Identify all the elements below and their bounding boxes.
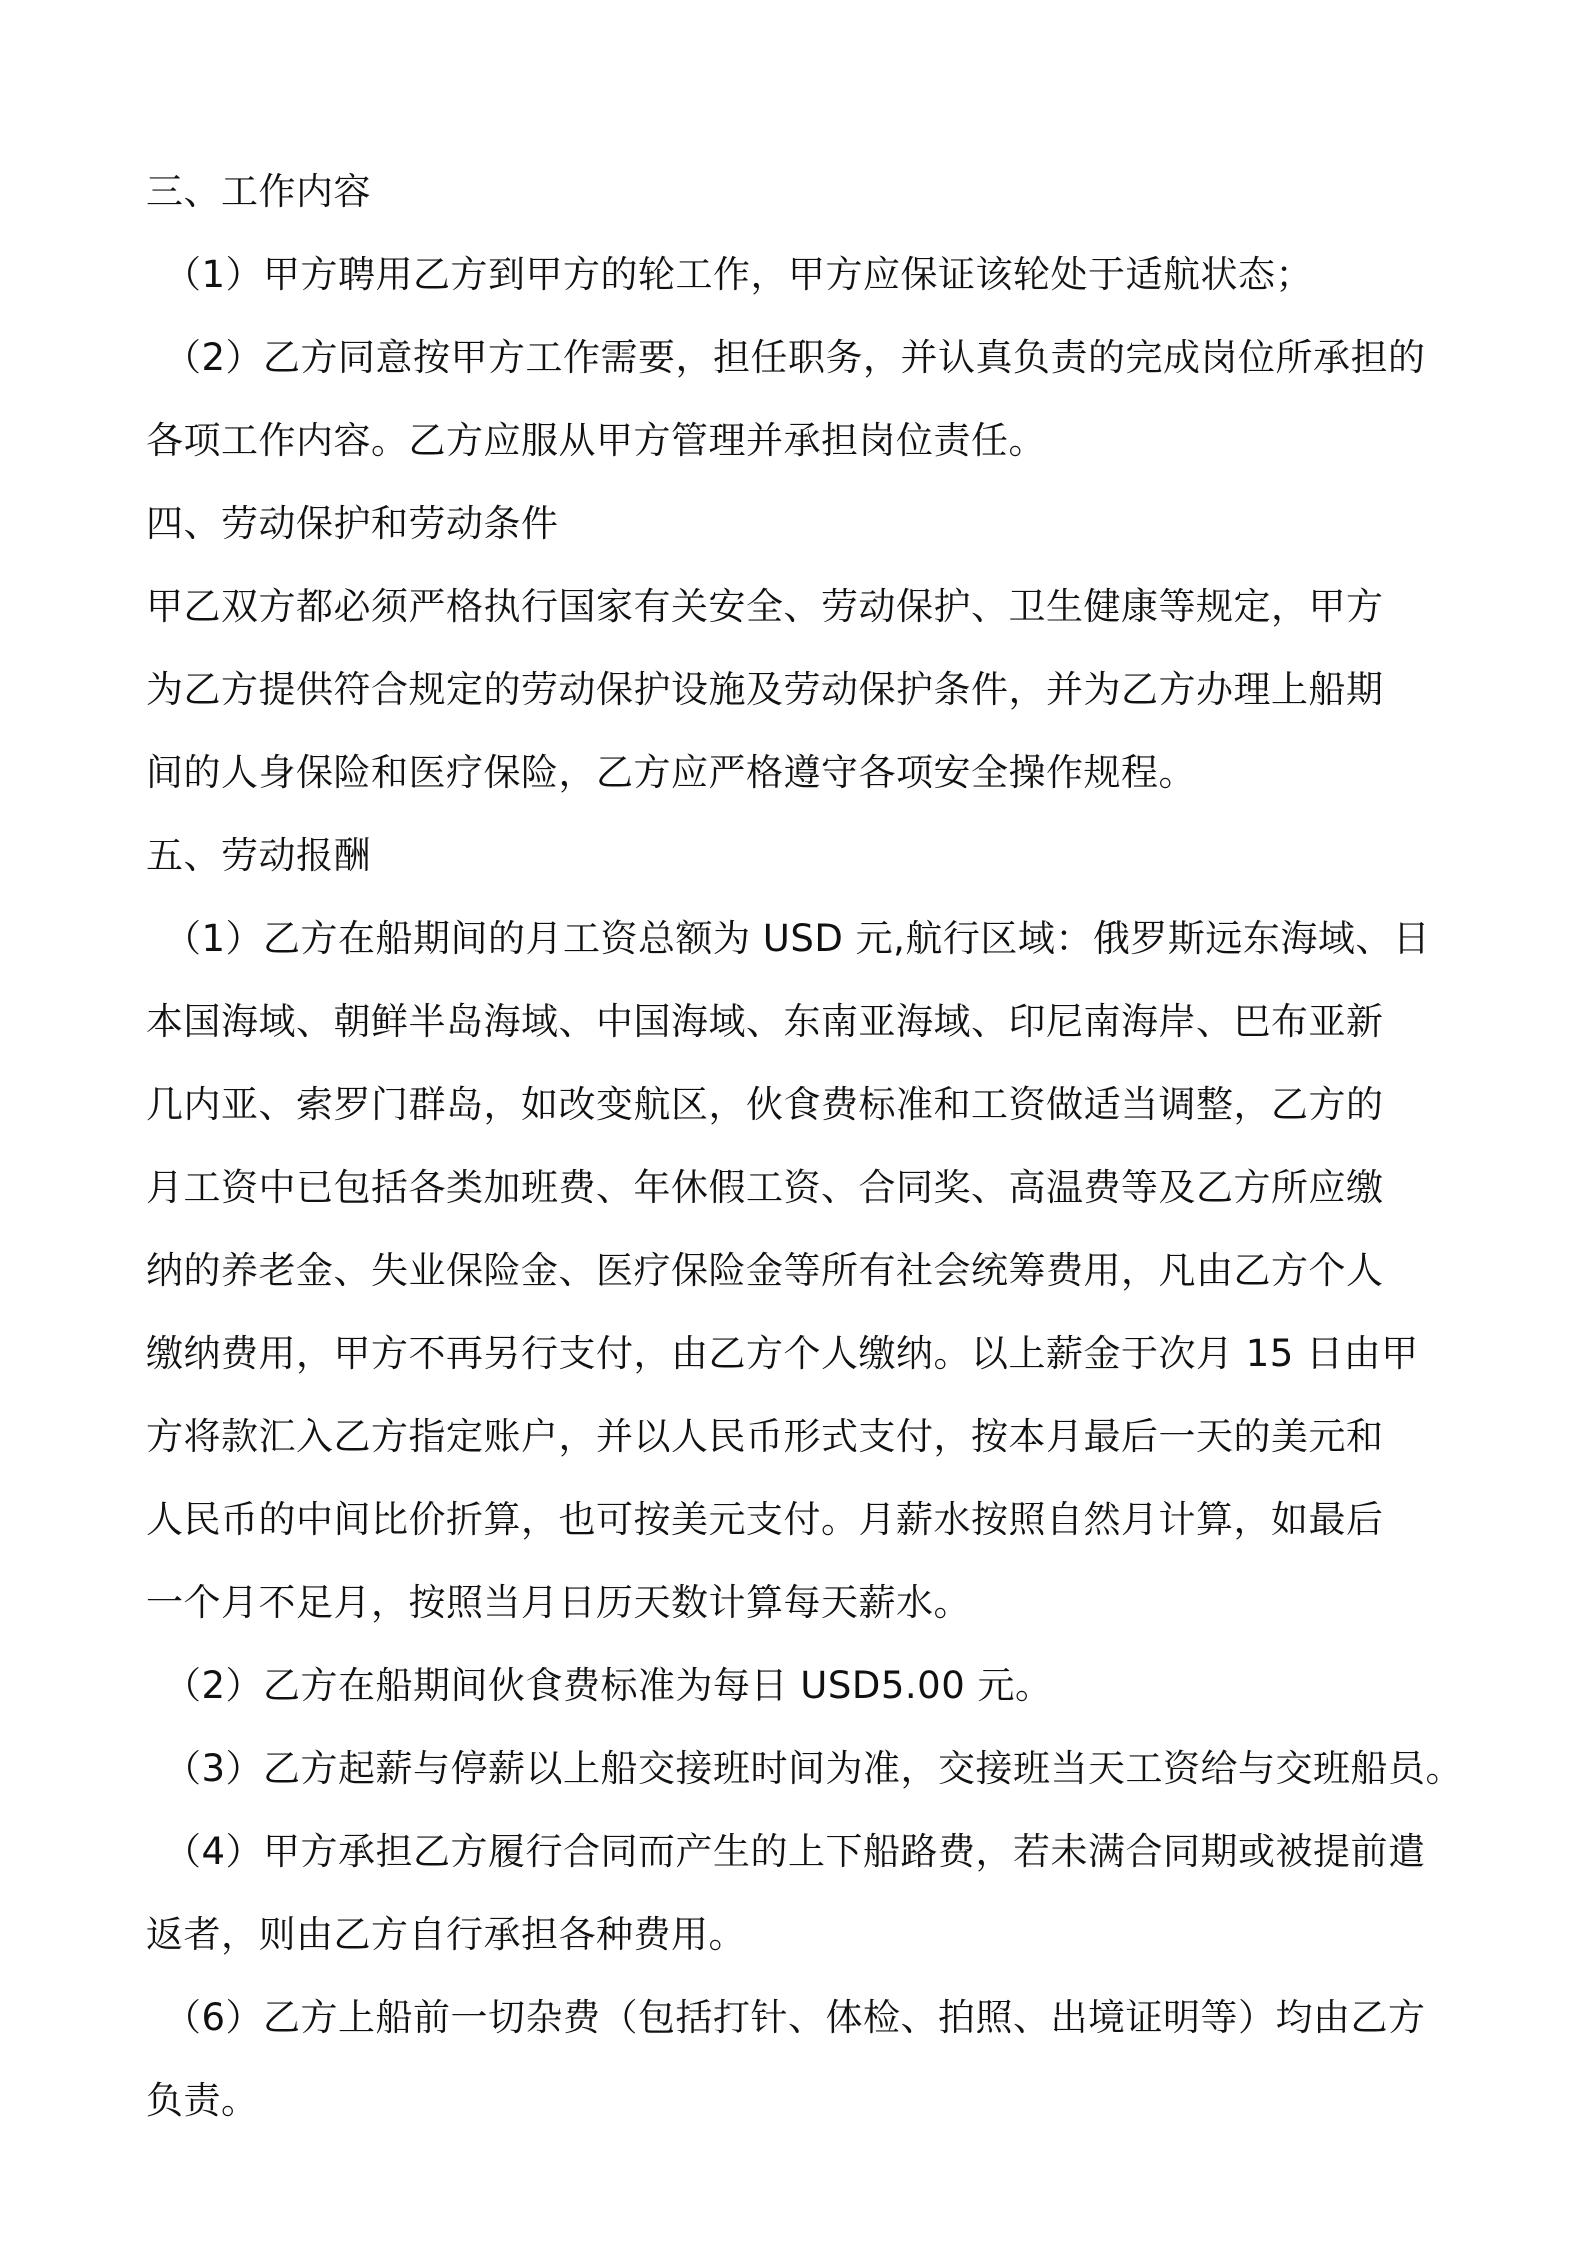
clause-5-1-line-8: 人民币的中间比价折算，也可按美元支付。月薪水按照自然月计算，如最后 bbox=[146, 1498, 1384, 1541]
clause-5-4-line-1: （4）甲方承担乙方履行合同而产生的上下船路费，若未满合同期或被提前遣 bbox=[164, 1830, 1426, 1873]
clause-5-3: （3）乙方起薪与停薪以上船交接班时间为准，交接班当天工资给与交班船员。 bbox=[164, 1747, 1464, 1790]
clause-5-6-line-1: （6）乙方上船前一切杂费（包括打针、体检、拍照、出境证明等）均由乙方 bbox=[164, 1996, 1426, 2039]
clause-5-4-line-2: 返者，则由乙方自行承担各种费用。 bbox=[146, 1913, 746, 1956]
section-4-line-1: 甲乙双方都必须严格执行国家有关安全、劳动保护、卫生健康等规定，甲方 bbox=[146, 585, 1384, 628]
section-heading-work-content: 三、工作内容 bbox=[146, 170, 371, 213]
clause-5-1-line-2: 本国海域、朝鲜半岛海域、中国海域、东南亚海域、印尼南海岸、巴布亚新 bbox=[146, 1000, 1384, 1043]
section-4-line-3: 间的人身保险和医疗保险，乙方应严格遵守各项安全操作规程。 bbox=[146, 751, 1196, 794]
document-page bbox=[146, 150, 1464, 2142]
section-heading-labor-protection: 四、劳动保护和劳动条件 bbox=[146, 502, 559, 545]
section-heading-remuneration: 五、劳动报酬 bbox=[146, 834, 371, 877]
clause-3-2-line-2: 各项工作内容。乙方应服从甲方管理并承担岗位责任。 bbox=[146, 419, 1046, 462]
clause-5-6-line-2: 负责。 bbox=[146, 2079, 259, 2122]
clause-5-1-line-3: 几内亚、索罗门群岛，如改变航区，伙食费标准和工资做适当调整，乙方的 bbox=[146, 1083, 1384, 1126]
clause-3-2-line-1: （2）乙方同意按甲方工作需要，担任职务，并认真负责的完成岗位所承担的 bbox=[164, 336, 1426, 379]
clause-5-1-line-5: 纳的养老金、失业保险金、医疗保险金等所有社会统筹费用，凡由乙方个人 bbox=[146, 1249, 1384, 1292]
clause-5-2: （2）乙方在船期间伙食费标准为每日 USD5.00 元。 bbox=[164, 1664, 1053, 1707]
clause-5-1-line-6: 缴纳费用，甲方不再另行支付，由乙方个人缴纳。以上薪金于次月 15 日由甲 bbox=[146, 1332, 1419, 1375]
section-4-line-2: 为乙方提供符合规定的劳动保护设施及劳动保护条件，并为乙方办理上船期 bbox=[146, 668, 1384, 711]
clause-5-1-line-7: 方将款汇入乙方指定账户，并以人民币形式支付，按本月最后一天的美元和 bbox=[146, 1415, 1384, 1458]
clause-5-1-line-4: 月工资中已包括各类加班费、年休假工资、合同奖、高温费等及乙方所应缴 bbox=[146, 1166, 1384, 1209]
clause-5-1-line-1: （1）乙方在船期间的月工资总额为 USD 元,航行区域：俄罗斯远东海域、日 bbox=[164, 917, 1431, 960]
clause-3-1: （1）甲方聘用乙方到甲方的轮工作，甲方应保证该轮处于适航状态； bbox=[164, 253, 1314, 296]
clause-5-1-line-9: 一个月不足月，按照当月日历天数计算每天薪水。 bbox=[146, 1581, 971, 1624]
